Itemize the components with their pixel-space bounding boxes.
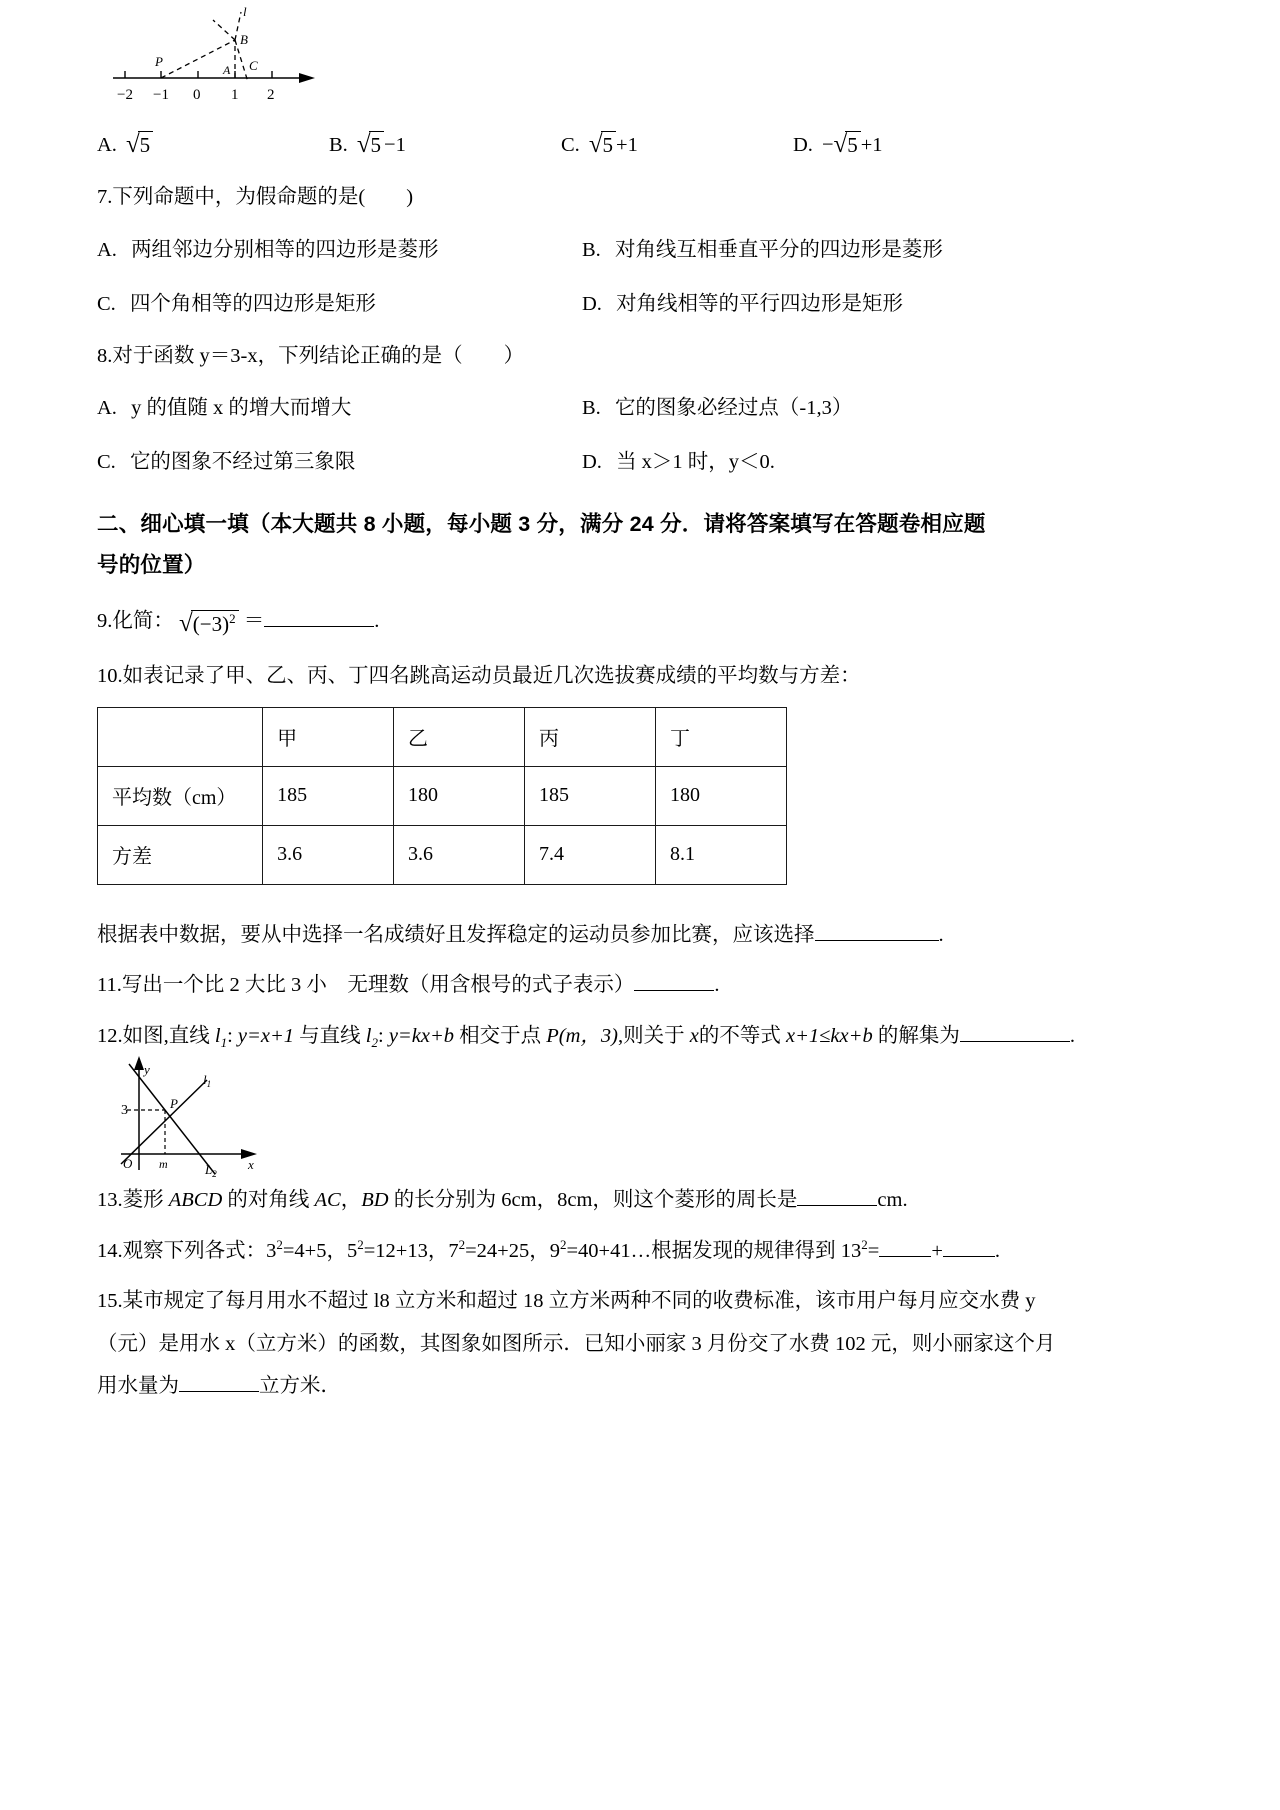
q13-tail: 的长分别为 6cm，8cm，则这个菱形的周长是 bbox=[388, 1189, 798, 1212]
q12-l2-sub: 2 bbox=[371, 1034, 378, 1050]
radical-5-b bbox=[357, 131, 384, 157]
q6-choice-d-letter: D. bbox=[793, 134, 813, 157]
q12-period: . bbox=[1069, 1024, 1075, 1047]
q12-l1: l bbox=[214, 1024, 221, 1047]
q12-part6: ,则关于 bbox=[618, 1024, 690, 1047]
q12-answer-blank[interactable] bbox=[960, 1041, 1070, 1042]
q6-choice-d-value: 5 bbox=[845, 131, 861, 157]
q12-part5: 相交于点 bbox=[454, 1024, 547, 1047]
q9-radicand-wrap bbox=[191, 610, 239, 636]
tick-label--2: −2 bbox=[117, 87, 133, 103]
section-two-heading-line1: 二、细心填一填（本大题共 8 小题，每小题 3 分，满分 24 分．请将答案填写在答题卷相应题 bbox=[97, 512, 986, 537]
q12-point: P(m，3) bbox=[546, 1024, 619, 1047]
q7-choice-a-letter: A. bbox=[97, 238, 117, 261]
section-two-heading bbox=[97, 504, 1187, 586]
q8-choice-a-text: y 的值随 x 的增大而增大 bbox=[131, 397, 352, 420]
table-row-label-mean: 平均数（cm） bbox=[98, 766, 263, 825]
q7-choice-a-text: 两组邻边分别相等的四边形是菱形 bbox=[131, 238, 439, 261]
q11-period: . bbox=[714, 974, 720, 997]
q10-answer-blank[interactable] bbox=[815, 940, 939, 941]
table-col-header-0: 甲 bbox=[263, 707, 394, 766]
q9-prefix: 9.化简： bbox=[97, 610, 174, 633]
q12-inequality: x+1≤kx+b bbox=[786, 1024, 873, 1047]
q12-l2: l bbox=[365, 1024, 372, 1047]
table-cell-var-1: 3.6 bbox=[394, 825, 525, 884]
table-row-header bbox=[98, 707, 787, 766]
q9-radical bbox=[179, 610, 239, 636]
q8-choice-d[interactable] bbox=[582, 444, 1062, 474]
q6-choice-b[interactable] bbox=[329, 131, 561, 157]
q6-choice-b-tail: −1 bbox=[384, 134, 406, 157]
q8-stem: 8.对于函数 y＝3-x，下列结论正确的是（ ） bbox=[97, 344, 525, 367]
q14-t3: =24+25，9 bbox=[465, 1239, 560, 1262]
q15-line2: （元）是用水 x（立方米）的函数，其图象如图所示．已知小丽家 3 月份交了水费 102 元，则小丽家这个月 bbox=[97, 1332, 1056, 1355]
q7-choice-a[interactable] bbox=[97, 232, 582, 262]
tick-label--1: −1 bbox=[153, 87, 169, 103]
q6-choice-b-letter: B. bbox=[329, 134, 348, 157]
q15-line1: 15.某市规定了每月用水不超过 l8 立方米和超过 18 立方米两种不同的收费标准，该市用户每月应交水费 y bbox=[97, 1290, 1036, 1313]
label-line-l1: $l_1$ bbox=[203, 1072, 212, 1090]
q13-lead: 13.菱形 bbox=[97, 1189, 169, 1212]
label-line-l2: $L_2$ bbox=[205, 1162, 217, 1178]
q13-ac: AC bbox=[314, 1189, 341, 1212]
table-col-header-2: 丙 bbox=[525, 707, 656, 766]
q15-line3-prefix: 用水量为 bbox=[97, 1375, 179, 1398]
table-row bbox=[98, 766, 787, 825]
q14-t1: =4+5，5 bbox=[282, 1239, 358, 1262]
q7-choice-c-text: 四个角相等的四边形是矩形 bbox=[129, 292, 376, 315]
q8-choice-b-letter: B. bbox=[582, 397, 601, 420]
q10-followup-period: . bbox=[938, 923, 944, 946]
q12-part2: : bbox=[227, 1024, 238, 1047]
q12-part1: 12.如图,直线 bbox=[97, 1024, 215, 1047]
q14-exp-1: 2 bbox=[276, 1236, 283, 1252]
q14-answer-blank-2[interactable] bbox=[943, 1256, 995, 1257]
q6-choice-a[interactable] bbox=[97, 131, 329, 157]
number-line-svg bbox=[103, 0, 333, 110]
q12-eq2: y=kx+b bbox=[388, 1024, 455, 1047]
q14-exp-2: 2 bbox=[357, 1236, 364, 1252]
q12-part4: : bbox=[377, 1024, 389, 1047]
q8-choice-a[interactable] bbox=[97, 390, 582, 420]
q9-radicand: (−3) bbox=[192, 612, 230, 637]
radical-5-c bbox=[589, 131, 616, 157]
q8-choice-row-1 bbox=[97, 390, 1187, 420]
table-cell-var-2: 7.4 bbox=[525, 825, 656, 884]
table-row bbox=[98, 825, 787, 884]
q7-stem: 7.下列命题中，为假命题的是( ) bbox=[97, 186, 414, 209]
q15-line3 bbox=[97, 1376, 1187, 1397]
q12-l1-sub: 1 bbox=[220, 1034, 228, 1050]
radical-sign: √ bbox=[833, 131, 848, 158]
q12-stem bbox=[97, 1024, 1187, 1050]
tick-label-0: 0 bbox=[193, 87, 201, 103]
table-col-header-3: 丁 bbox=[655, 707, 786, 766]
q13-abcd: ABCD bbox=[168, 1189, 223, 1212]
q7-choice-c-letter: C. bbox=[97, 292, 116, 315]
q7-choice-c[interactable] bbox=[97, 286, 582, 316]
q11-answer-blank[interactable] bbox=[634, 990, 714, 991]
two-lines-figure bbox=[107, 1052, 1187, 1182]
two-lines-svg bbox=[107, 1052, 277, 1177]
radical-sign: √ bbox=[588, 131, 603, 158]
q10-followup bbox=[97, 925, 1187, 946]
q6-choice-c-letter: C. bbox=[561, 134, 580, 157]
q8-choice-a-letter: A. bbox=[97, 397, 117, 420]
tick-label-2: 2 bbox=[267, 87, 275, 103]
q9-equals: ＝ bbox=[243, 610, 265, 633]
q14-answer-blank-1[interactable] bbox=[879, 1256, 931, 1257]
q15-answer-blank[interactable] bbox=[179, 1391, 259, 1392]
q6-choice-c-tail: +1 bbox=[616, 134, 638, 157]
label-y-axis: y bbox=[144, 1062, 150, 1078]
radical-sign: √ bbox=[125, 131, 140, 158]
q14-period: . bbox=[994, 1239, 1000, 1262]
q6-choice-a-value: 5 bbox=[138, 131, 154, 157]
label-point-P: P bbox=[170, 1096, 178, 1112]
q9-period: . bbox=[374, 610, 380, 633]
q15-stem bbox=[97, 1291, 1187, 1397]
label-l: l bbox=[243, 4, 247, 19]
q8-choice-b-text: 它的图象必经过点（-1,3） bbox=[614, 397, 853, 420]
q14-lead: 14.观察下列各式：3 bbox=[97, 1239, 277, 1262]
q14-plus: + bbox=[931, 1239, 943, 1262]
label-B: B bbox=[240, 32, 248, 47]
q7-choice-b-text: 对角线互相垂直平分的四边形是菱形 bbox=[614, 238, 943, 261]
q8-choice-row-2 bbox=[97, 444, 1187, 474]
q14-t4: =40+41…根据发现的规律得到 13 bbox=[566, 1239, 862, 1262]
q15-line3-suffix: 立方米． bbox=[259, 1375, 341, 1398]
q8-choice-c[interactable] bbox=[97, 444, 582, 474]
label-tick-3: 3 bbox=[121, 1103, 128, 1119]
q6-choice-a-letter: A. bbox=[97, 134, 117, 157]
table-cell-mean-1: 180 bbox=[394, 766, 525, 825]
q9-answer-blank[interactable] bbox=[264, 626, 374, 627]
q12-var-x: x bbox=[689, 1024, 699, 1047]
q8-choice-b[interactable] bbox=[582, 390, 1062, 420]
q14-exp-4: 2 bbox=[560, 1236, 567, 1252]
q13-stem bbox=[97, 1190, 1187, 1211]
radical-sign: √ bbox=[179, 610, 193, 638]
q14-exp-3: 2 bbox=[458, 1236, 466, 1252]
q13-bd: BD bbox=[361, 1189, 389, 1212]
q7-choice-row-1 bbox=[97, 232, 1187, 262]
table-cell-mean-0: 185 bbox=[263, 766, 394, 825]
q6-choice-d-lead: − bbox=[821, 134, 834, 157]
label-P: P bbox=[155, 54, 163, 69]
q8-choice-d-text: 当 x＞1 时，y＜0. bbox=[616, 451, 775, 474]
q14-exp-5: 2 bbox=[861, 1236, 868, 1252]
page-content bbox=[97, 0, 1187, 1397]
table-cell-var-3: 8.1 bbox=[655, 825, 786, 884]
q7-choice-b-letter: B. bbox=[582, 238, 601, 261]
q14-stem bbox=[97, 1236, 1187, 1262]
q13-mid: 的对角线 bbox=[222, 1189, 315, 1212]
q10-followup-text: 根据表中数据，要从中选择一名成绩好且发挥稳定的运动员参加比赛，应该选择 bbox=[97, 923, 815, 946]
label-x-axis: x bbox=[248, 1157, 254, 1173]
q6-choice-row bbox=[97, 131, 1187, 157]
q7-choice-b[interactable] bbox=[582, 232, 1062, 262]
q13-comma: ， bbox=[340, 1189, 362, 1212]
radical-5-d bbox=[834, 131, 861, 157]
q6-choice-b-value: 5 bbox=[369, 131, 385, 157]
q12-eq1: y=x+1 bbox=[237, 1024, 295, 1047]
statistics-table bbox=[97, 707, 787, 885]
q6-choice-c[interactable] bbox=[561, 131, 793, 157]
q12-part8: 的解集为 bbox=[872, 1024, 960, 1047]
table-cell-mean-2: 185 bbox=[525, 766, 656, 825]
q9-exponent: 2 bbox=[229, 611, 236, 627]
tick-label-1: 1 bbox=[231, 87, 239, 103]
q9-stem bbox=[97, 610, 1187, 636]
q8-choice-d-letter: D. bbox=[582, 451, 602, 474]
radical-sign: √ bbox=[356, 131, 371, 158]
table-col-header-1: 乙 bbox=[394, 707, 525, 766]
label-m: m bbox=[159, 1157, 168, 1172]
number-line-figure bbox=[103, 0, 1187, 115]
q7-choice-d-letter: D. bbox=[582, 292, 602, 315]
q11-text: 11.写出一个比 2 大比 3 小 无理数（用含根号的式子表示） bbox=[97, 974, 635, 997]
table-cell-var-0: 3.6 bbox=[263, 825, 394, 884]
label-C: C bbox=[249, 58, 258, 73]
q10-stem: 10.如表记录了甲、乙、丙、丁四名跳高运动员最近几次选拔赛成绩的平均数与方差： bbox=[97, 665, 861, 688]
q7-choice-d-text: 对角线相等的平行四边形是矩形 bbox=[616, 292, 904, 315]
radical-5-a bbox=[126, 131, 153, 157]
q7-choice-d[interactable] bbox=[582, 286, 1062, 316]
q7-choice-row-2 bbox=[97, 286, 1187, 316]
q13-unit: cm. bbox=[877, 1189, 908, 1212]
table-corner-cell bbox=[98, 707, 263, 766]
label-origin: O bbox=[123, 1156, 133, 1172]
q6-choice-c-value: 5 bbox=[601, 131, 617, 157]
section-two-heading-line2: 号的位置） bbox=[97, 553, 206, 578]
q14-t5: = bbox=[867, 1239, 880, 1262]
q6-choice-d[interactable] bbox=[793, 131, 883, 157]
q11-stem bbox=[97, 975, 1187, 996]
q12-part7: 的不等式 bbox=[698, 1024, 786, 1047]
q14-t2: =12+13，7 bbox=[363, 1239, 459, 1262]
table-row-label-variance: 方差 bbox=[98, 825, 263, 884]
label-A: A bbox=[223, 63, 231, 77]
q6-choice-d-tail: +1 bbox=[860, 134, 883, 157]
q8-choice-c-letter: C. bbox=[97, 451, 116, 474]
q8-choice-c-text: 它的图象不经过第三象限 bbox=[129, 451, 356, 474]
table-cell-mean-3: 180 bbox=[655, 766, 786, 825]
q12-part3: 与直线 bbox=[294, 1024, 366, 1047]
q13-answer-blank[interactable] bbox=[797, 1205, 877, 1206]
